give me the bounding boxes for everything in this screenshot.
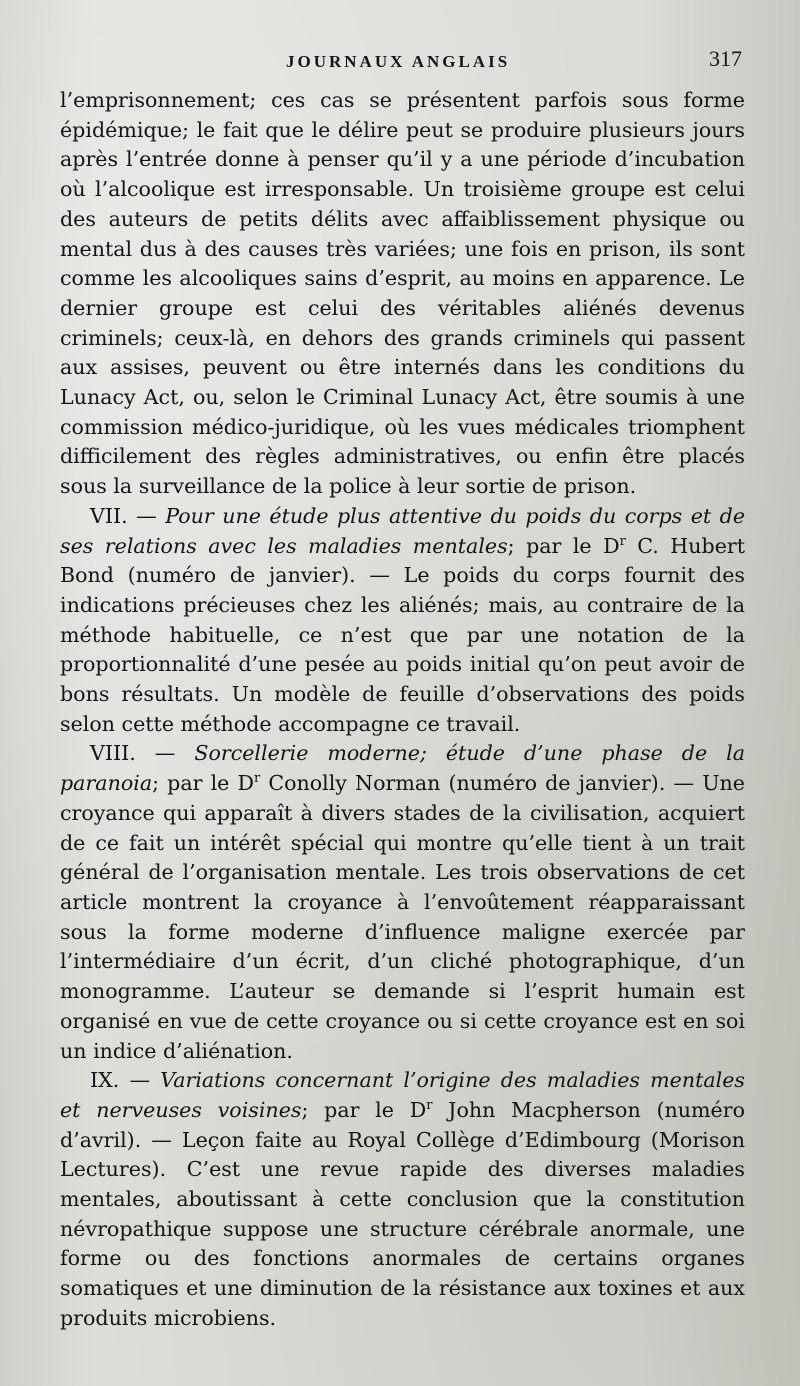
running-head <box>60 46 742 76</box>
entry-title: Variations concernant l’origine des maladies mentales et nerveuses voisines <box>60 1068 745 1122</box>
entry-dr-sup: r <box>426 1098 433 1114</box>
entry-author: Conolly Norman (numéro de janvier). — <box>260 771 703 796</box>
entry-dr-sup: r <box>253 771 261 787</box>
entry-viii <box>60 739 745 1066</box>
paragraph-text: l’emprisonnement; ces cas se présentent parfois sous forme épidémique; le fait que le délire peut se produire plusieurs jours après l’entrée donne à penser qu’il y a une période d’incubation où l’alcoolique est irresponsable. Un troisième groupe est celui des auteurs de petits délits avec affaiblissement physique ou mental dus à des causes très variées; une fois en prison, ils sont comme les alcooliques sains d’esprit, au moins en apparence. Le dernier groupe est celui des véritables aliénés devenus criminels; ceux-là, en dehors des grands criminels qui passent aux assises, peuvent ou être internés dans les conditions du Lunacy Act, ou, selon le Criminal Lunacy Act, être soumis à une commission médico-juridique, où les vues médicales triomphent difficilement des règles administratives, ou enfin être placés sous la surveillance de la police à leur sortie de prison. <box>60 88 745 499</box>
entry-by: ; par le D <box>301 1097 427 1122</box>
entry-ix <box>60 1066 745 1333</box>
entry-by: ; par le D <box>152 771 254 796</box>
entry-number: VIII. — <box>90 741 195 766</box>
entry-author: John Macpherson (numéro d’avril). — <box>60 1097 745 1152</box>
entry-by: ; par le D <box>507 533 620 558</box>
entry-dr-sup: r <box>619 533 626 549</box>
entry-summary: Leçon faite au Royal Collège d’Edimbourg (Morison Lectures). C’est une revue rapide des diverses maladies mentales, aboutissant à cette conclusion que la constitution névropathique suppose une structure cérébrale anormale, une forme ou des fonctions anormales de certains organes somatiques et une diminution de la résistance aux toxines et aux produits microbiens. <box>60 1127 745 1330</box>
entry-summary: Une croyance qui apparaît à divers stades de la civilisation, acquiert de ce fait un intérêt spécial qui montre qu’elle tient à un trait général de l’organisation mentale. Les trois observations de cet article montrent la croyance à l’envoûtement réapparaissant sous la forme moderne d’influence maligne exercée par l’intermédiaire d’un écrit, d’un cliché photographique, d’un monogramme. L’auteur se demande si l’esprit humain est organisé en vue de cette croyance ou si cette croyance est en soi un indice d’aliénation. <box>60 771 745 1063</box>
entry-author: C. Hubert Bond (numéro de janvier). — <box>60 533 746 588</box>
entry-number: VII. — <box>90 503 166 528</box>
running-title: JOURNAUX ANGLAIS <box>286 52 511 71</box>
page-number: 317 <box>709 46 742 71</box>
entry-number: IX. — <box>90 1068 161 1093</box>
entry-summary: Le poids du corps fournit des indications précieuses chez les aliénés; mais, au contraire de la méthode habituelle, ce n’est que par une notation de la proportionnalité d’une pesée au poids initial qu’on peut avoir de bons résultats. Un modèle de feuille d’observations des poids selon cette méthode accompagne ce travail. <box>60 563 745 736</box>
entry-vii <box>60 502 745 740</box>
entry-title: Pour une étude plus attentive du poids du corps et de ses relations avec les maladies mentales <box>60 503 746 558</box>
paragraph-continuation <box>60 86 745 502</box>
entry-title: Sorcellerie moderne; étude d’une phase de la paranoia <box>60 741 745 796</box>
body-text <box>60 86 745 1334</box>
